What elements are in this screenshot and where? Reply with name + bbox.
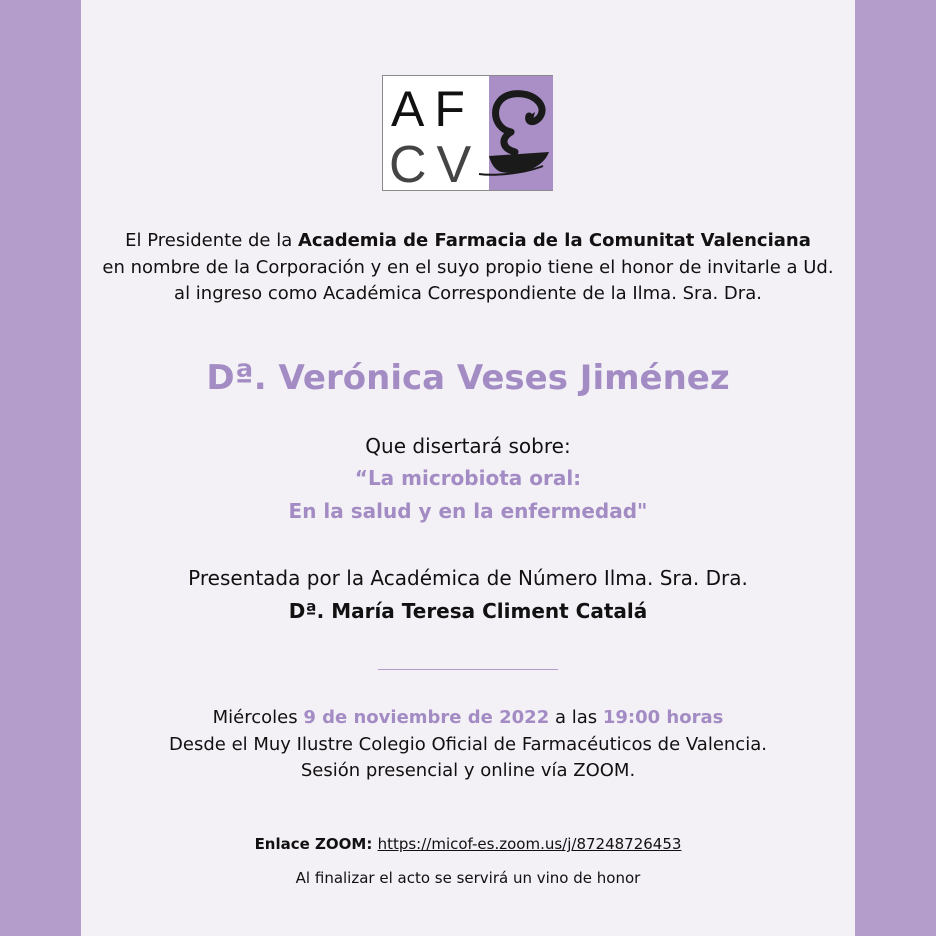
event-date-line: [81, 707, 855, 728]
intro-line-2: en nombre de la Corporación y en el suyo propio tiene el honor de invitarle a Ud.: [102, 257, 834, 278]
honoree-name: Dª. Verónica Veses Jiménez: [206, 358, 730, 398]
presenter-name: Dª. María Teresa Climent Catalá: [288, 599, 648, 623]
pharmacy-bowl-serpent-icon: [383, 76, 553, 190]
afcv-logo: [382, 75, 553, 191]
event-place: Desde el Muy Ilustre Colegio Oficial de Farmacéuticos de Valencia.: [169, 734, 767, 755]
intro-text: El Presidente de la: [125, 230, 298, 251]
event-time: 19:00 horas: [602, 707, 724, 728]
academy-name: Academia de Farmacia de la Comunitat Valenciana: [297, 230, 811, 251]
event-date: 9 de noviembre de 2022: [303, 707, 550, 728]
event-mode: Sesión presencial y online vía ZOOM.: [300, 760, 636, 781]
invitation-card: [81, 0, 855, 936]
talk-lead: Que disertará sobre:: [365, 434, 571, 458]
closing-note: Al finalizar el acto se servirá un vino de honor: [295, 869, 641, 887]
talk-title-line-2: En la salud y en la enfermedad": [288, 499, 648, 523]
zoom-label: Enlace ZOOM:: [254, 835, 378, 853]
zoom-link[interactable]: https://micof-es.zoom.us/j/87248726453: [377, 835, 682, 853]
divider: [378, 669, 558, 670]
svg-text:CV: CV: [389, 136, 482, 190]
intro-line-3: al ingreso como Académica Correspondiente de la Ilma. Sra. Dra.: [174, 283, 762, 304]
svg-text:AF: AF: [391, 81, 475, 137]
presenter-lead: Presentada por la Académica de Número Ilma. Sra. Dra.: [188, 566, 748, 590]
event-at: a las: [549, 707, 603, 728]
event-day: Miércoles: [212, 707, 304, 728]
talk-title-line-1: “La microbiota oral:: [354, 466, 582, 490]
intro-line-1: [81, 230, 855, 251]
zoom-line: [81, 835, 855, 853]
